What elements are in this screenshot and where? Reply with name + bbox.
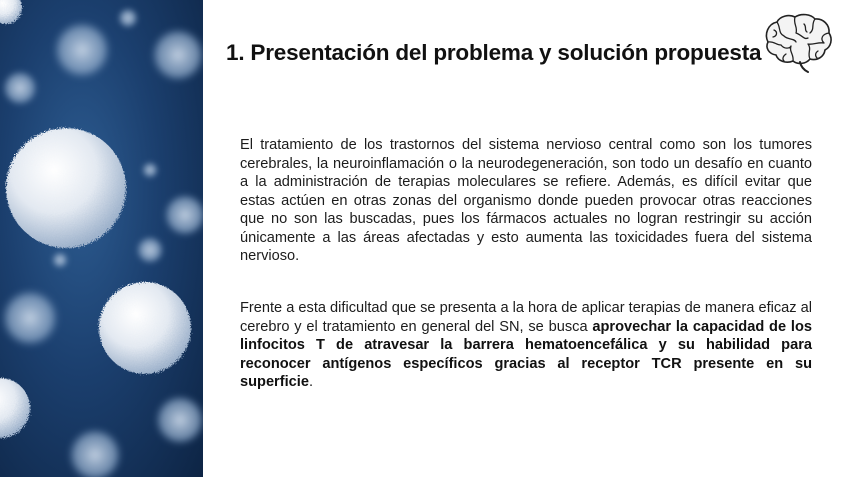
paragraph-solution [240, 299, 812, 392]
brain-icon [760, 12, 834, 74]
paragraph-solution-intro: Frente a esta dificultad que se presenta a la hora de aplicar terapias de manera eficaz al cerebro y el tratamiento en general del SN, se busca [240, 300, 812, 335]
paragraph-solution-end: . [308, 374, 314, 390]
paragraph-problem-text: El tratamiento de los trastornos del sistema nervioso central como son los tumores cerebrales, la neuroinflamación o la neurodegeneración, son todo un desafío en cuanto a la administración de terapias moleculares se refiere. Además, es difícil evitar que estas actúen en otras zonas del organismo donde pueden provocar otras reacciones que no son las buscadas, pues los fármacos actuales no logran restringir su acción únicamente a las áreas afectadas y esto aumenta las toxicidades fuera del sistema nervioso. [240, 137, 812, 264]
slide-title: 1. Presentación del problema y solución propuesta [226, 40, 762, 65]
paragraph-problem [240, 136, 812, 266]
t-cells-image [0, 0, 203, 477]
paragraph-solution-highlight: aprovechar la capacidad de los linfocitos T de atravesar la barrera hematoencefálica y su habilidad para reconocer antígenos específicos gracias al receptor TCR presente en su superficie [240, 318, 812, 390]
